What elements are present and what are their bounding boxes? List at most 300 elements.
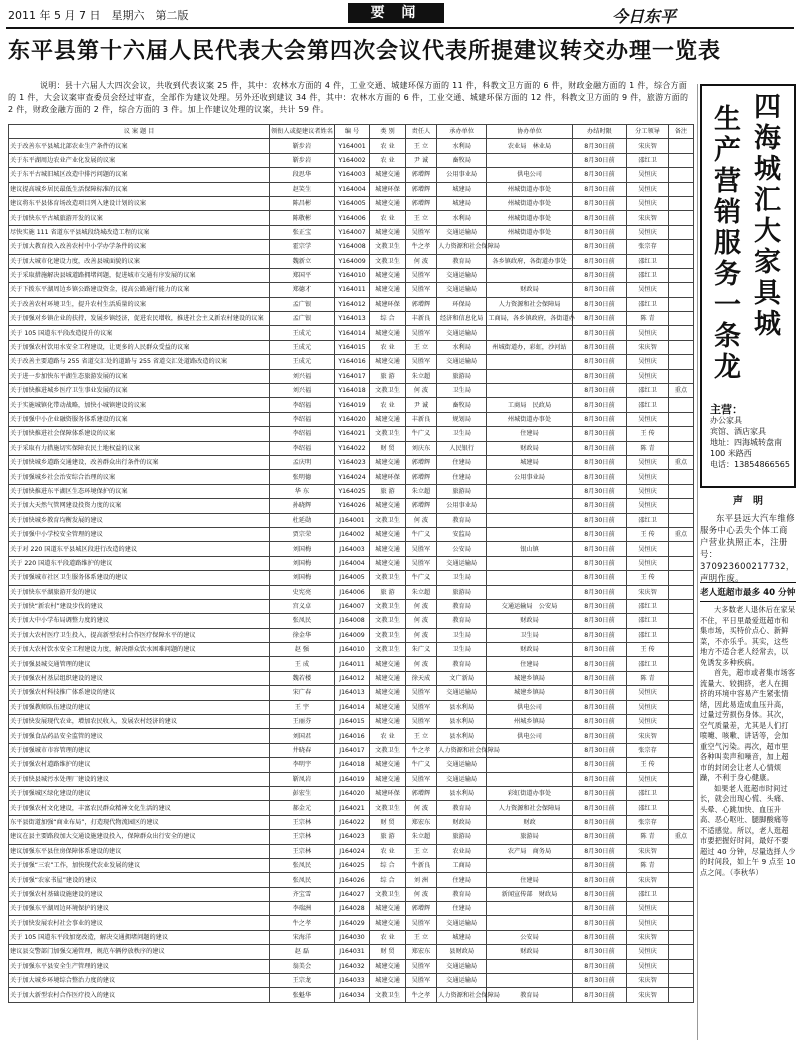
table-cell: 卫生局	[437, 643, 487, 657]
table-cell: 段思华	[270, 168, 335, 182]
table-cell: 州城乡镇局	[487, 715, 573, 729]
table-cell: 李绍福	[270, 427, 335, 441]
table-cell: 关于采取有力措施切实保障农民土地权益的议案	[9, 441, 270, 455]
table-cell: 8月30日前	[572, 254, 626, 268]
table-cell: J164026	[334, 873, 370, 887]
table-cell: 张宗存	[627, 815, 669, 829]
page-title: 东平县第十六届人民代表大会第四次会议代表所提建议转交办理一览表	[8, 38, 722, 64]
table-cell: 综 合	[370, 858, 406, 872]
table-cell: 张宗存	[627, 240, 669, 254]
table-cell: 张凤民	[270, 858, 335, 872]
table-cell: 8月30日前	[572, 369, 626, 383]
table-cell	[668, 815, 693, 829]
table-cell: Y164025	[334, 484, 370, 498]
table-cell: J164004	[334, 556, 370, 570]
table-cell: 郭增辉	[405, 196, 436, 210]
table-cell: 郑宏东	[405, 815, 436, 829]
table-cell: 交通运输局	[437, 283, 487, 297]
table-cell	[487, 153, 573, 167]
table-cell: 牛之孝	[405, 988, 436, 1002]
table-cell: 关于加强农村饮用水安全工程建设，让更多的人民群众受益的议案	[9, 340, 270, 354]
table-cell: 关于加大城乡环境综合整治力度的建议	[9, 974, 270, 988]
table-cell: 宫义卓	[270, 599, 335, 613]
table-cell: 公安局	[437, 542, 487, 556]
table-cell: Y164010	[334, 268, 370, 282]
table-cell: 8月30日前	[572, 211, 626, 225]
table-cell: 人力资源和社会保障局	[437, 988, 487, 1002]
table-cell: 吴恒庆	[627, 902, 669, 916]
table-cell	[668, 571, 693, 585]
table-cell: 关于加大农村饮水安全工程建设力度，解决群众饮水困难问题的建议	[9, 643, 270, 657]
table-cell: 丰新良	[405, 312, 436, 326]
table-cell: 王 立	[405, 930, 436, 944]
ad-items2: 宾馆、酒店家具	[710, 427, 766, 436]
table-cell: 文教卫生	[370, 513, 406, 527]
table-cell: 建议县交警部门加强交通管理，规范车辆停放秩序的建议	[9, 945, 270, 959]
table-cell: 刘庆东	[405, 441, 436, 455]
table-row	[9, 743, 694, 757]
table-cell: 王成元	[270, 355, 335, 369]
table-cell: 教育局	[437, 801, 487, 815]
table-cell: 城建交通	[370, 412, 406, 426]
table-cell: 州城街道办事处	[487, 412, 573, 426]
table-cell: 华 东	[270, 484, 335, 498]
table-cell: Y164016	[334, 355, 370, 369]
table-cell: 8月30日前	[572, 470, 626, 484]
table-row	[9, 153, 694, 167]
table-cell: 刘国君	[270, 729, 335, 743]
table-cell: 财政局	[487, 945, 573, 959]
table-cell: 尹 诚	[405, 398, 436, 412]
table-cell: 建议加强东平县住房保障体系建设的建议	[9, 844, 270, 858]
table-cell: 财 贸	[370, 945, 406, 959]
table-cell: 财政局	[487, 441, 573, 455]
table-cell: 宋庆智	[627, 930, 669, 944]
ad-info	[710, 404, 790, 470]
table-cell: 何 波	[405, 628, 436, 642]
table-cell: Y164023	[334, 455, 370, 469]
table-row	[9, 326, 694, 340]
table-cell: 郭增辉	[405, 297, 436, 311]
table-cell: 人力资源和社会保障局	[437, 240, 487, 254]
table-cell: 交通运输局	[437, 758, 487, 772]
table-cell: 住建局	[487, 873, 573, 887]
table-cell	[668, 355, 693, 369]
table-cell: 关于东平古城旧城区改造中排污问题的议案	[9, 168, 270, 182]
table-cell: 城建交通	[370, 686, 406, 700]
column-header: 承办单位	[437, 125, 487, 139]
table-cell: Y164019	[334, 398, 370, 412]
issue-date: 2011 年 5 月 7 日 星期六 第二版	[8, 9, 189, 22]
table-cell: 关于加强东平湖周边环境保护的建议	[9, 902, 270, 916]
table-cell	[668, 959, 693, 973]
table-row	[9, 398, 694, 412]
table-cell: 张宗存	[627, 743, 669, 757]
table-row	[9, 858, 694, 872]
table-cell: Y164008	[334, 240, 370, 254]
table-cell: 宋庆智	[627, 844, 669, 858]
table-cell: 王宗林	[270, 815, 335, 829]
table-cell	[668, 369, 693, 383]
table-cell: 8月30日前	[572, 873, 626, 887]
table-cell: 关于加快县城污水处理厂建设的建议	[9, 772, 270, 786]
table-cell: 卫生局	[437, 427, 487, 441]
table-cell: 邵红卫	[627, 268, 669, 282]
table-cell: 何 波	[405, 513, 436, 527]
table-cell: 邵红卫	[627, 254, 669, 268]
table-cell: J164002	[334, 527, 370, 541]
table-row	[9, 873, 694, 887]
table-cell: 吴恒庆	[627, 412, 669, 426]
table-cell: 水利局	[437, 139, 487, 153]
table-row	[9, 585, 694, 599]
newspaper-logo: 今日东平	[612, 7, 677, 26]
table-cell: 刘兴福	[270, 384, 335, 398]
table-cell: 8月30日前	[572, 542, 626, 556]
table-cell	[668, 427, 693, 441]
table-cell: 吴恒庆	[627, 499, 669, 513]
column-header: 议 案 题 目	[9, 125, 270, 139]
table-cell: 关于 220 国道东平段道路维护的建议	[9, 556, 270, 570]
table-cell: 宋庆智	[627, 988, 669, 1002]
table-cell: 邵红卫	[627, 398, 669, 412]
table-cell	[487, 902, 573, 916]
table-cell: 关于实施城镇化带动战略，加快小城镇建设的议案	[9, 398, 270, 412]
table-cell: 何 波	[405, 887, 436, 901]
table-cell: 重点	[668, 384, 693, 398]
table-cell	[487, 758, 573, 772]
table-row	[9, 686, 694, 700]
table-cell: 8月30日前	[572, 858, 626, 872]
table-cell	[668, 945, 693, 959]
table-row	[9, 614, 694, 628]
table-cell: 8月30日前	[572, 139, 626, 153]
table-cell: 关于加强对乡镇企业的扶持，发展乡镇经济，促进农民增收，推进社会主义新农村建设的议案	[9, 312, 270, 326]
table-cell: 县财政局	[437, 945, 487, 959]
table-cell	[668, 484, 693, 498]
table-cell	[668, 930, 693, 944]
table-cell: 牛之孝	[405, 240, 436, 254]
article-paragraph: 如果老人逛超市时间过长，就会出现心慌、头痛、头晕、心跳加快、血压升高、恶心呕吐、腿脚酸痛等不适感觉。所以，老人逛超市要把握好时间，最好不要超过 40 分钟，尽量选择人少的时间段，如上午 9 点至 10 点之间。（李秋华）	[700, 783, 796, 877]
table-cell: 王 立	[405, 211, 436, 225]
table-cell: 8月30日前	[572, 398, 626, 412]
table-cell: 吴胜军	[405, 700, 436, 714]
table-cell: 工商局	[437, 858, 487, 872]
table-cell: 财政局	[487, 614, 573, 628]
table-cell: 城建交通	[370, 715, 406, 729]
table-cell	[668, 139, 693, 153]
table-cell: 卫生局	[487, 628, 573, 642]
table-cell: 何 波	[405, 599, 436, 613]
table-row	[9, 715, 694, 729]
table-cell: 州城街道办，彩虹，沙河站	[487, 340, 573, 354]
table-cell: Y164020	[334, 412, 370, 426]
table-cell: 彩虹街道办事处	[487, 786, 573, 800]
table-cell	[668, 225, 693, 239]
table-cell: J164010	[334, 643, 370, 657]
table-cell: 综 合	[370, 312, 406, 326]
table-cell: 吴恒庆	[627, 556, 669, 570]
table-cell: 吴恒庆	[627, 470, 669, 484]
table-row	[9, 527, 694, 541]
table-row	[9, 786, 694, 800]
table-cell: 翁美会	[270, 959, 335, 973]
table-cell	[668, 398, 693, 412]
table-cell: 教育局	[437, 254, 487, 268]
table-cell: 8月30日前	[572, 513, 626, 527]
table-cell	[668, 240, 693, 254]
table-cell: 郑德才	[270, 283, 335, 297]
table-cell	[487, 268, 573, 282]
page-header	[0, 0, 800, 30]
license-notice	[700, 492, 796, 584]
table-cell: 8月30日前	[572, 484, 626, 498]
table-cell: 关于加强城乡社会治安综合治理的议案	[9, 470, 270, 484]
notice-title: 声 明	[733, 496, 763, 507]
table-cell	[487, 484, 573, 498]
table-cell: 朱立超	[405, 484, 436, 498]
table-cell: 齐宝雪	[270, 887, 335, 901]
table-cell: 8月30日前	[572, 700, 626, 714]
table-cell	[487, 556, 573, 570]
table-cell: 住建局	[437, 873, 487, 887]
table-row	[9, 182, 694, 196]
table-cell: 王 传	[627, 427, 669, 441]
table-cell: J164013	[334, 686, 370, 700]
table-row	[9, 887, 694, 901]
table-cell: 教育局	[437, 887, 487, 901]
table-cell: 吴胜军	[405, 772, 436, 786]
table-cell	[668, 743, 693, 757]
table-cell	[668, 643, 693, 657]
table-cell: 文广新局	[437, 671, 487, 685]
table-cell	[668, 196, 693, 210]
table-cell: 文教卫生	[370, 887, 406, 901]
table-cell: 州城街道办事处	[487, 196, 573, 210]
table-cell: 卫生局	[437, 571, 487, 585]
table-cell: 交通运输局	[437, 225, 487, 239]
table-cell: 城建环保	[370, 297, 406, 311]
table-cell: 刘国梅	[270, 542, 335, 556]
table-cell: 丰新良	[405, 412, 436, 426]
table-cell: 关于加强农村道路维护的建议	[9, 758, 270, 772]
table-cell: 邵红卫	[627, 628, 669, 642]
table-cell: 卫生局	[437, 384, 487, 398]
article-paragraph: 大多数老人退休后在家呆不住，平日里最爱逛超市和集市场，买特价点心、新鲜菜，不亦乐乎。其实，这些地方不适合老人经常去，以免诱发多种疾病。	[700, 605, 796, 667]
table-cell: 吴胜军	[405, 959, 436, 973]
table-cell: 关于加强农村科技推广体系建设的建议	[9, 686, 270, 700]
table-cell: 教育局	[437, 614, 487, 628]
table-cell: 郑宏东	[405, 945, 436, 959]
table-row	[9, 268, 694, 282]
table-cell: 牛广义	[405, 427, 436, 441]
table-cell: 财政局	[437, 815, 487, 829]
table-cell	[668, 686, 693, 700]
table-cell: J164009	[334, 628, 370, 642]
table-cell: Y164013	[334, 312, 370, 326]
table-cell: 城建交通	[370, 542, 406, 556]
table-cell: 环保局	[437, 297, 487, 311]
table-cell	[668, 657, 693, 671]
table-cell: 8月30日前	[572, 268, 626, 282]
table-cell: 城建交通	[370, 700, 406, 714]
table-cell: 吴恒庆	[627, 686, 669, 700]
table-cell: 彭宏生	[270, 786, 335, 800]
table-cell	[668, 844, 693, 858]
table-cell: 何 波	[405, 657, 436, 671]
table-cell	[668, 542, 693, 556]
table-cell: 文教卫生	[370, 988, 406, 1002]
table-cell: 交通运输局	[437, 355, 487, 369]
table-cell: 吴胜军	[405, 916, 436, 930]
table-cell: 交通运输局	[437, 326, 487, 340]
table-cell: 8月30日前	[572, 729, 626, 743]
table-cell: 8月30日前	[572, 830, 626, 844]
table-row	[9, 297, 694, 311]
table-cell: 朱立超	[405, 830, 436, 844]
table-cell: 8月30日前	[572, 571, 626, 585]
table-cell: 州城街道办事处	[487, 225, 573, 239]
table-row	[9, 959, 694, 973]
table-row	[9, 168, 694, 182]
table-cell: 文教卫生	[370, 743, 406, 757]
table-cell	[668, 786, 693, 800]
table-cell: 吴恒庆	[627, 700, 669, 714]
column-header: 编 号	[334, 125, 370, 139]
table-cell: J164019	[334, 772, 370, 786]
table-cell: J164029	[334, 916, 370, 930]
table-cell: 城建局	[437, 196, 487, 210]
table-cell	[668, 614, 693, 628]
table-cell: 8月30日前	[572, 945, 626, 959]
table-row	[9, 556, 694, 570]
table-cell: 8月30日前	[572, 772, 626, 786]
table-cell: 城建交通	[370, 283, 406, 297]
table-cell: 教育局	[437, 599, 487, 613]
table-cell: J164014	[334, 700, 370, 714]
table-cell: 8月30日前	[572, 643, 626, 657]
table-cell: 关于加快发展现代农业，增加农民收入，发展农村经济的建议	[9, 715, 270, 729]
table-cell: 8月30日前	[572, 916, 626, 930]
table-cell: 8月30日前	[572, 930, 626, 944]
table-cell	[668, 585, 693, 599]
table-cell: J164005	[334, 571, 370, 585]
table-row	[9, 513, 694, 527]
table-cell	[668, 700, 693, 714]
table-cell: 供电公司	[487, 729, 573, 743]
table-cell: 李瑞洲	[270, 902, 335, 916]
table-cell: 城建交通	[370, 268, 406, 282]
table-cell: 关于加大中小学布局调整力度的建议	[9, 614, 270, 628]
ad-main-items: 办公家具	[710, 416, 742, 425]
table-cell: J164017	[334, 743, 370, 757]
table-cell: 教育局	[437, 513, 487, 527]
table-cell: 人民银行	[437, 441, 487, 455]
table-cell: 重点	[668, 527, 693, 541]
table-row	[9, 225, 694, 239]
table-cell: 尹 诚	[405, 153, 436, 167]
table-cell	[487, 959, 573, 973]
table-cell: 邵红卫	[627, 599, 669, 613]
table-cell: 关于加快推进社会保障体系建设的议案	[9, 427, 270, 441]
table-row	[9, 484, 694, 498]
table-cell	[668, 974, 693, 988]
table-cell: 张明德	[270, 470, 335, 484]
table-cell: 交通运输局 公安局	[487, 599, 573, 613]
table-cell: 吴胜军	[405, 355, 436, 369]
table-cell: 城建交通	[370, 455, 406, 469]
table-cell: 住建局	[437, 902, 487, 916]
table-cell: 关于加强城市市容管理的建议	[9, 743, 270, 757]
table-cell	[668, 182, 693, 196]
table-cell: J164023	[334, 830, 370, 844]
table-cell: 关于加大天然气管网建设投资力度的议案	[9, 499, 270, 513]
table-cell	[668, 470, 693, 484]
table-cell: 交通运输局	[437, 686, 487, 700]
table-cell: 城建局	[437, 182, 487, 196]
table-cell	[487, 384, 573, 398]
table-cell: 吴恒庆	[627, 168, 669, 182]
table-cell: Y164007	[334, 225, 370, 239]
table-row	[9, 499, 694, 513]
table-cell	[668, 283, 693, 297]
table-cell: 文教卫生	[370, 614, 406, 628]
ad-phone: 电话：13854866565	[710, 460, 790, 469]
table-cell: 供电公司	[487, 700, 573, 714]
table-cell: 宋庆智	[627, 340, 669, 354]
table-cell: 城建交通	[370, 326, 406, 340]
table-cell: 王宗龙	[270, 974, 335, 988]
table-cell: J164031	[334, 945, 370, 959]
table-cell: 吴恒庆	[627, 945, 669, 959]
table-cell: 州城街道办事处	[487, 211, 573, 225]
table-cell	[487, 585, 573, 599]
table-cell: 城建交通	[370, 225, 406, 239]
table-cell: 吴胜军	[405, 974, 436, 988]
table-cell: 刘国梅	[270, 571, 335, 585]
table-row	[9, 628, 694, 642]
table-cell: 刘 洲	[405, 873, 436, 887]
table-cell: 8月30日前	[572, 340, 626, 354]
table-cell: 陈昌彬	[270, 196, 335, 210]
table-cell: 城建交通	[370, 959, 406, 973]
table-cell: 8月30日前	[572, 844, 626, 858]
table-cell: 新闻宣传部 财政局	[487, 887, 573, 901]
table-cell: 孟广银	[270, 312, 335, 326]
table-cell	[668, 916, 693, 930]
table-cell: 邵红卫	[627, 786, 669, 800]
table-cell: 城建环保	[370, 470, 406, 484]
table-cell: 关于加强东平县安全生产管理的建议	[9, 959, 270, 973]
table-cell: 徐金华	[270, 628, 335, 642]
table-cell: 关于加强中小学校安全管理的建议	[9, 527, 270, 541]
table-cell: 文教卫生	[370, 254, 406, 268]
table-cell: 何 波	[405, 614, 436, 628]
table-cell: J164025	[334, 858, 370, 872]
table-cell: 关于加快东平古城旅游开发的议案	[9, 211, 270, 225]
table-cell: 农 业	[370, 844, 406, 858]
table-row	[9, 240, 694, 254]
table-cell	[487, 499, 573, 513]
table-cell: 8月30日前	[572, 628, 626, 642]
table-cell: 旅 游	[370, 585, 406, 599]
table-cell: 吴恒庆	[627, 455, 669, 469]
table-cell: 城建交通	[370, 499, 406, 513]
table-cell: 旅游局	[437, 585, 487, 599]
table-row	[9, 758, 694, 772]
table-cell: 旅 游	[370, 484, 406, 498]
table-cell: 关于加大教育投入改善农村中小学办学条件的议案	[9, 240, 270, 254]
